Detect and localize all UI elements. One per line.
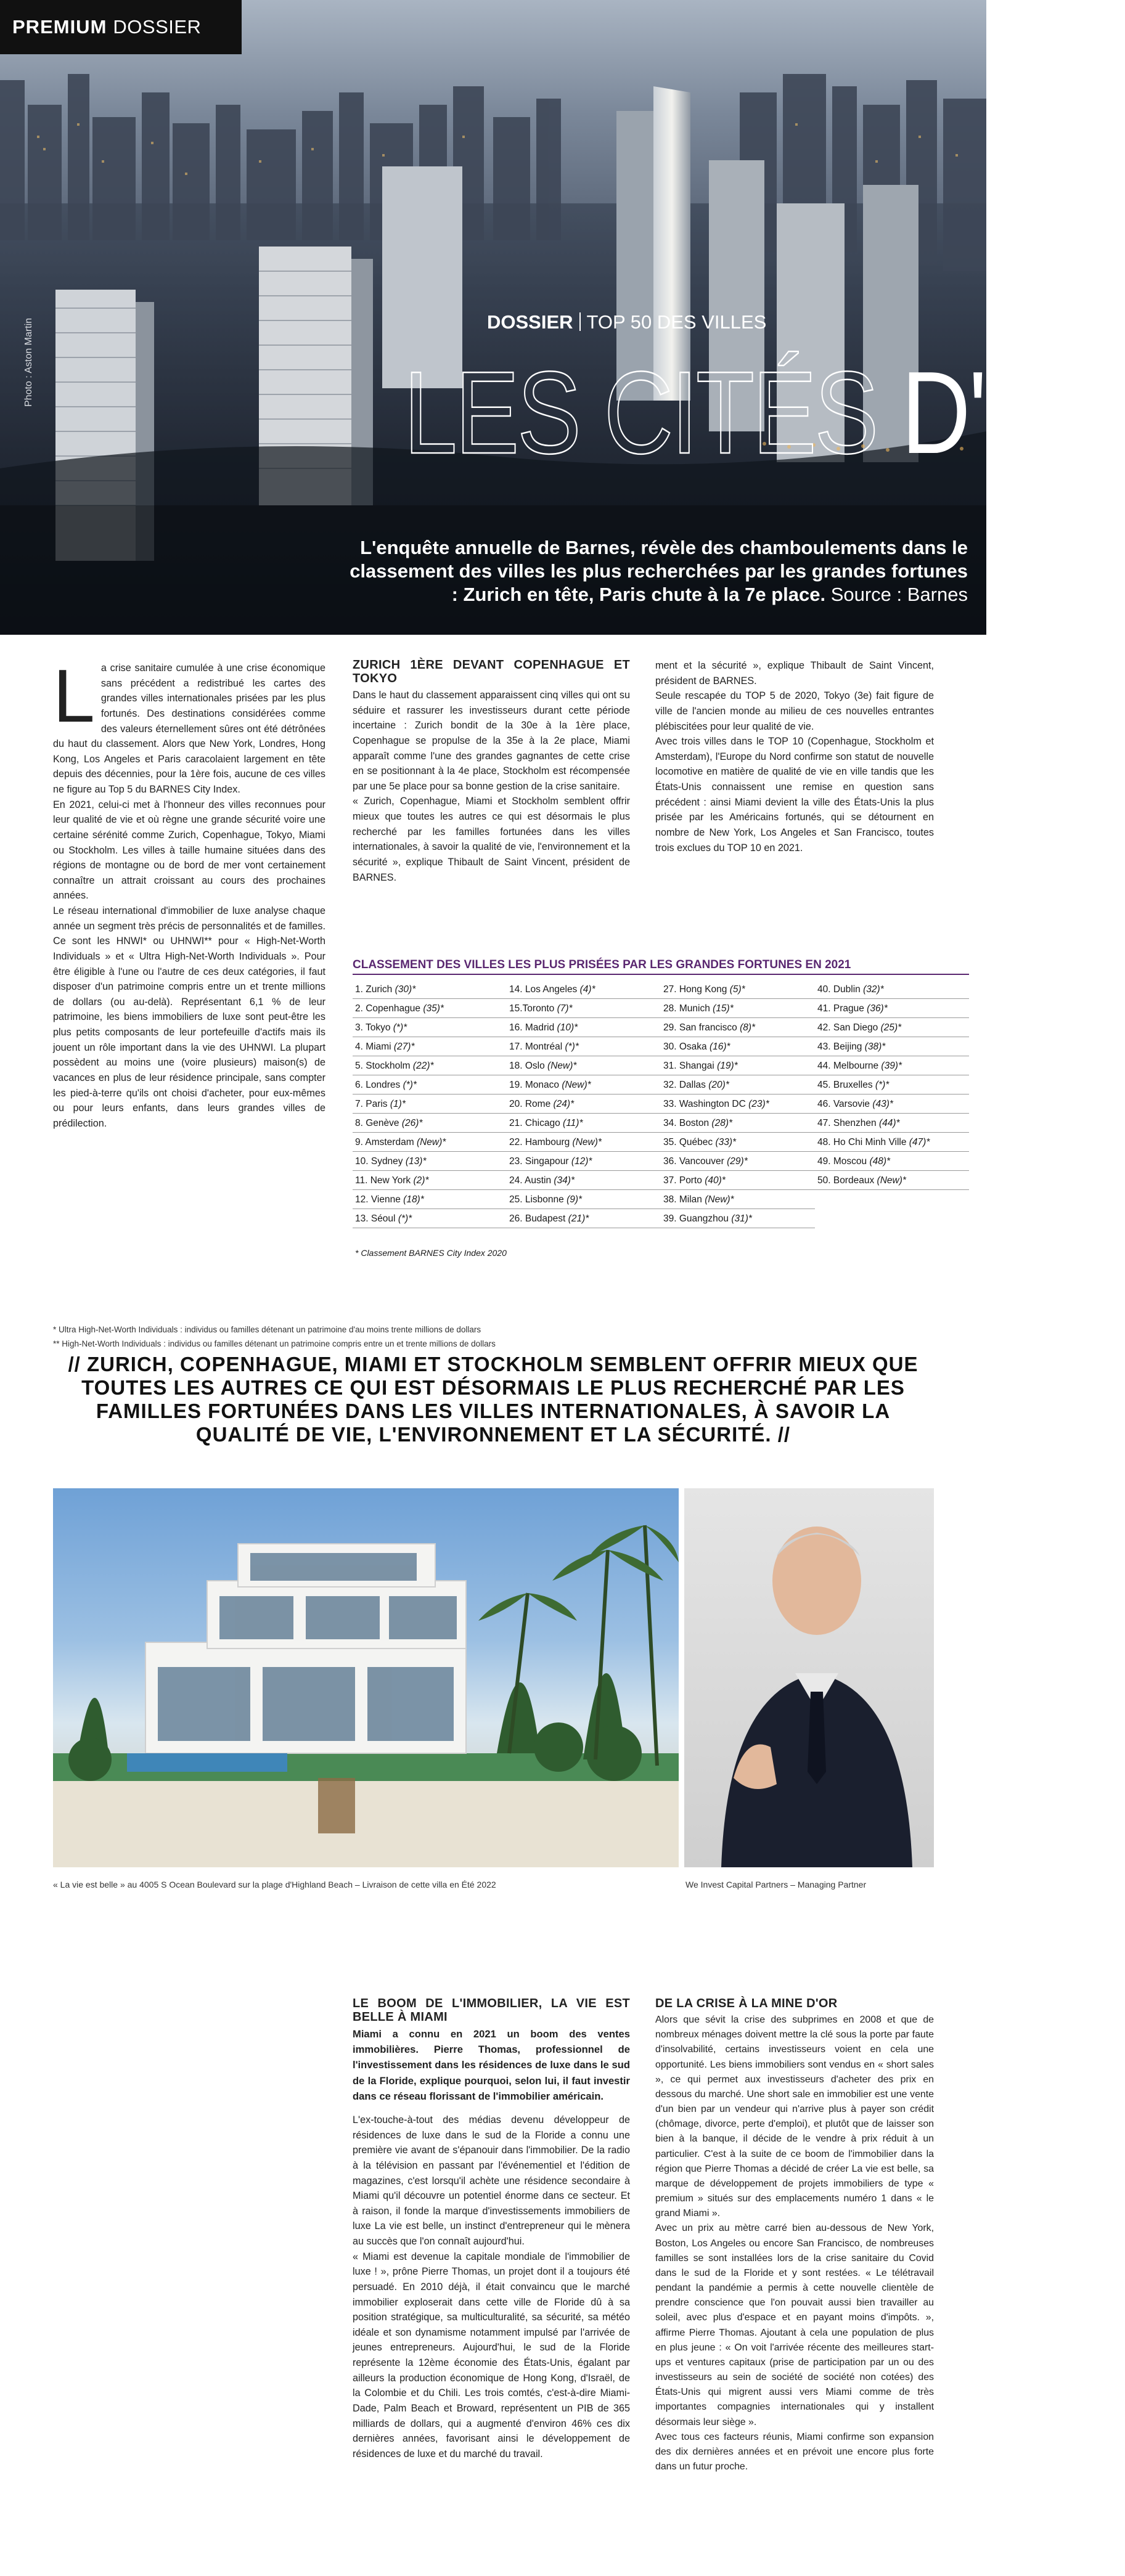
- city-name: 46. Varsovie: [817, 1099, 870, 1109]
- ranking-cell: [507, 1056, 661, 1075]
- previous-rank: (19)*: [717, 1061, 738, 1071]
- section-badge-bold: PREMIUM: [12, 16, 107, 38]
- previous-rank: (40)*: [705, 1175, 726, 1186]
- previous-rank: (47)*: [909, 1137, 930, 1147]
- zurich-heading: ZURICH 1ÈRE DEVANT COPENHAGUE ET TOKYO: [353, 658, 630, 685]
- footnote-uhnwi: * Ultra High-Net-Worth Individuals : individus ou familles détenant un patrimoine d'au moins trente millions de dollars: [53, 1325, 481, 1334]
- previous-rank: (38)*: [864, 1041, 886, 1052]
- ranking-cell: [815, 1018, 969, 1037]
- city-name: 16. Madrid: [509, 1022, 555, 1033]
- continuation-paragraph-1: ment et la sécurité », explique Thibault de Saint Vincent, président de BARNES.: [655, 660, 934, 687]
- previous-rank: (*)*: [398, 1213, 412, 1224]
- ranking-cell: [815, 999, 969, 1018]
- previous-rank: (24)*: [553, 1099, 575, 1109]
- portrait-caption: We Invest Capital Partners – Managing Partner: [685, 1880, 867, 1889]
- ranking-cell: [507, 1094, 661, 1114]
- previous-rank: (4)*: [579, 984, 595, 995]
- city-name: 8. Genève: [355, 1118, 399, 1128]
- previous-rank: (29)*: [727, 1156, 748, 1167]
- zurich-column: [353, 658, 630, 883]
- pull-quote: // ZURICH, COPENHAGUE, MIAMI ET STOCKHOLM SEMBLENT OFFRIR MIEUX QUE TOUTES LES AUTRES CE QUI EST DÉSORMAIS LE PLUS RECHERCHÉ PAR LES FAMILLES FORTUNÉES DANS LES VILLES INTERNATIONALES, À SAVOIR LA QUALITÉ DE VIE, L'ENVIRONNEMENT ET LA SÉCURITÉ. //: [68, 1353, 918, 1446]
- ranking-cell: [815, 1152, 969, 1171]
- city-name: 36. Vancouver: [663, 1156, 724, 1167]
- previous-rank: (New)*: [877, 1175, 906, 1186]
- previous-rank: (13)*: [405, 1156, 427, 1167]
- ranking-cell: [353, 1075, 507, 1094]
- section-badge: [0, 0, 242, 54]
- city-name: 43. Beijing: [817, 1041, 862, 1052]
- ranking-cell: [815, 1094, 969, 1114]
- city-name: 38. Milan: [663, 1194, 702, 1205]
- ranking-cell: [661, 980, 815, 999]
- previous-rank: (*)*: [875, 1080, 890, 1090]
- city-name: 34. Boston: [663, 1118, 710, 1128]
- city-name: 50. Bordeaux: [817, 1175, 875, 1186]
- title-solid: D'OR: [901, 348, 1125, 478]
- lede-source: Source : Barnes: [830, 583, 968, 605]
- ranking-cell: [661, 1075, 815, 1094]
- kicker-separator: [579, 312, 581, 331]
- villa-illustration: [53, 1488, 679, 1867]
- city-name: 49. Moscou: [817, 1156, 867, 1167]
- kicker-bold: DOSSIER: [487, 311, 573, 333]
- city-name: 18. Oslo: [509, 1061, 545, 1071]
- ranking-cell: [353, 1018, 507, 1037]
- ranking-cell: [815, 1171, 969, 1190]
- ranking-cell: [661, 1114, 815, 1133]
- boom-heading: LE BOOM DE L'IMMOBILIER, LA VIE EST BELLE À MIAMI: [353, 1997, 630, 2024]
- previous-rank: (10)*: [557, 1022, 578, 1033]
- previous-rank: (21)*: [568, 1213, 589, 1224]
- previous-rank: (28)*: [711, 1118, 733, 1128]
- city-name: 14. Los Angeles: [509, 984, 578, 995]
- previous-rank: (26)*: [401, 1118, 423, 1128]
- city-name: 15.Toronto: [509, 1003, 555, 1014]
- previous-rank: (27)*: [393, 1041, 415, 1052]
- ranking-cell: [353, 1152, 507, 1171]
- crise-paragraph-3: Avec tous ces facteurs réunis, Miami confirme son expansion des dix dernières années et en prévoit une encore plus forte dans un futur proche.: [655, 2431, 934, 2472]
- ranking-cell: [507, 1171, 661, 1190]
- previous-rank: (22)*: [412, 1061, 434, 1071]
- city-name: 10. Sydney: [355, 1156, 403, 1167]
- city-name: 9. Amsterdam: [355, 1137, 414, 1147]
- city-name: 12. Vienne: [355, 1194, 401, 1205]
- ranking-cell: [353, 1037, 507, 1056]
- previous-rank: (New)*: [705, 1194, 734, 1205]
- previous-rank: (39)*: [881, 1061, 902, 1071]
- previous-rank: (New)*: [572, 1137, 602, 1147]
- previous-rank: (31)*: [731, 1213, 752, 1224]
- previous-rank: (48)*: [869, 1156, 891, 1167]
- ranking-table: [353, 980, 969, 1228]
- previous-rank: (9)*: [567, 1194, 583, 1205]
- dossier-kicker: [487, 311, 766, 333]
- continuation-column: [655, 658, 934, 855]
- boom-paragraph-2: « Miami est devenue la capitale mondiale de l'immobilier de luxe ! », prône Pierre Thomas, un projet dont il a toujours été persuadé. En 2010 déjà, il était convaincu que le marché immobilier exploserait dans cette ville de Floride dû à sa position stratégique, sa multiculturalité, sa sécurité, sa météo idéale et son dynamisme notamment impulsé par l'arrivée de jeunes entrepreneurs. Aujourd'hui, le sud de la Floride représente la 12ème économie des États-Unis, égalant par ailleurs la production économique de Hong Kong, d'Israël, de la Colombie et du Chili. Les trois comtés, c'est-à-dire Miami-Dade, Palm Beach et Broward, représentent un PIB de 365 milliards de dollars, qui a augmenté d'environ 46% ces dix dernières années, favorisant ainsi le développement de résidences de luxe et du marché du travail.: [353, 2251, 630, 2460]
- section-badge-light: DOSSIER: [113, 16, 202, 38]
- city-name: 4. Miami: [355, 1041, 391, 1052]
- boom-column: [353, 1997, 630, 2461]
- ranking-cell: [661, 1171, 815, 1190]
- ranking-empty-cell: [815, 1190, 969, 1209]
- lede: [345, 536, 968, 606]
- city-name: 35. Québec: [663, 1137, 713, 1147]
- ranking-cell: [353, 1171, 507, 1190]
- boom-paragraph-1: L'ex-touche-à-tout des médias devenu développeur de résidences de luxe dans le sud de la Floride a connu une première vie avant de s'épanouir dans l'immobilier. De la radio à la télévision en passant par l'événementiel et l'édition de magazines, c'est lorsqu'il achète une résidence secondaire à Miami qu'il découvre un potentiel énorme dans ce secteur. Et à raison, il fonde la marque d'investissements immobiliers de luxe La vie est belle, un instinct d'entrepreneur qui le mènera au succès que l'on connaît aujourd'hui.: [353, 2114, 630, 2248]
- footnote-hnwi: ** High-Net-Worth Individuals : individus ou familles détenant un patrimoine compris entre un et trente millions de dollars: [53, 1339, 496, 1348]
- ranking-cell: [815, 1037, 969, 1056]
- city-name: 26. Budapest: [509, 1213, 566, 1224]
- continuation-paragraph-2: Seule rescapée du TOP 5 de 2020, Tokyo (3e) fait figure de ville de l'ancien monde au milieu de ces nouvelles entrantes plébiscitées pour leur qualité de vie.: [655, 690, 934, 732]
- city-name: 20. Rome: [509, 1099, 551, 1109]
- previous-rank: (35)*: [423, 1003, 444, 1014]
- intro-paragraph-2: En 2021, celui-ci met à l'honneur des villes reconnues pour leur qualité de vie et où règne une grande sécurité voire une certaine sérénité comme Zurich, Copenhague, Tokyo, Miami ou Stockholm. Les villes à taille humaine situées dans des régions de montagne ou de bord de mer vont certainement connaître un attrait croissant au cours des prochaines années.: [53, 799, 325, 902]
- ranking-cell: [661, 1190, 815, 1209]
- city-name: 33. Washington DC: [663, 1099, 746, 1109]
- previous-rank: (33)*: [715, 1137, 737, 1147]
- city-name: 48. Ho Chi Minh Ville: [817, 1137, 907, 1147]
- city-name: 3. Tokyo: [355, 1022, 391, 1033]
- ranking-cell: [353, 1190, 507, 1209]
- previous-rank: (32)*: [863, 984, 884, 995]
- city-name: 5. Stockholm: [355, 1061, 411, 1071]
- previous-rank: (1)*: [390, 1099, 406, 1109]
- zurich-paragraph-1: Dans le haut du classement apparaissent cinq villes qui ont su séduire et rassurer les investisseurs durant cette période incertaine : Zurich bondit de la 30e à la 1ère place, Copenhague se propulse de la 35e à la 2e place, Miami apparaît comme l'une des grandes gagnantes de cette crise en se positionnant à la 4e place, Stockholm est récompensée par une 5e place pour sa bonne gestion de la crise sanitaire.: [353, 690, 630, 792]
- previous-rank: (15)*: [713, 1003, 734, 1014]
- ranking-cell: [507, 1209, 661, 1228]
- ranking-cell: [353, 1094, 507, 1114]
- city-name: 29. San francisco: [663, 1022, 737, 1033]
- ranking-cell: [661, 1209, 815, 1228]
- ranking-cell: [353, 1133, 507, 1152]
- city-name: 45. Bruxelles: [817, 1080, 873, 1090]
- ranking-cell: [661, 999, 815, 1018]
- kicker-light: TOP 50 DES VILLES: [586, 311, 767, 333]
- ranking-cell: [507, 980, 661, 999]
- previous-rank: (20)*: [708, 1080, 729, 1090]
- city-name: 40. Dublin: [817, 984, 861, 995]
- hero-image: [0, 0, 1125, 635]
- previous-rank: (7)*: [557, 1003, 573, 1014]
- city-name: 17. Montréal: [509, 1041, 563, 1052]
- previous-rank: (18)*: [403, 1194, 424, 1205]
- ranking-cell: [507, 1190, 661, 1209]
- previous-rank: (30)*: [395, 984, 416, 995]
- title-outline: LES CITÉS: [404, 348, 902, 478]
- ranking-cell: [507, 999, 661, 1018]
- city-name: 27. Hong Kong: [663, 984, 727, 995]
- ranking-cell: [507, 1037, 661, 1056]
- previous-rank: (34)*: [554, 1175, 575, 1186]
- ranking-cell: [815, 1114, 969, 1133]
- city-name: 19. Monaco: [509, 1080, 559, 1090]
- portrait-illustration: [684, 1488, 934, 1867]
- ranking-cell: [661, 1152, 815, 1171]
- ranking-cell: [353, 1056, 507, 1075]
- crise-paragraph-1: Alors que sévit la crise des subprimes en 2008 et que de nombreux ménages doivent mettre la clé sous la porte par faute d'insolvabilité, certains investisseurs voient en cela une opportunité. Les biens immobiliers sont vendus en « short sales », ce qui permet aux investisseurs d'acheter des prix en dessous du marché. Une short sale en immobilier est une vente d'un bien par un vendeur qui n'arrive plus à payer son crédit (chômage, divorce, perte d'emploi), et plutôt que de laisser son bien à la banque, il décide de le vendre à prix réduit à un particulier. C'est à la suite de ce boom de l'immobilier dans la région que Pierre Thomas a décidé de créer La vie est belle, sa marque de développement de projets immobiliers de type « premium » situés sur des emplacements numéro 1 dans « le grand Miami ».: [655, 2015, 934, 2219]
- city-name: 2. Copenhague: [355, 1003, 421, 1014]
- ranking-cell: [815, 1133, 969, 1152]
- previous-rank: (New)*: [562, 1080, 591, 1090]
- intro-paragraph-1: La crise sanitaire cumulée à une crise économique sans précédent a redistribué les cartes des grandes villes internationales prisées par les plus fortunés. Des destinations considérées comme des valeurs éternellement sûres ont été détrônées du haut du classement. Alors que New York, Londres, Hong Kong, Los Angeles et Paris caracolaient largement en tête depuis des décennies, pour la 1ère fois, aucune de ces villes ne figure au Top 5 du BARNES City Index.: [53, 654, 325, 795]
- ranking-cell: [661, 1037, 815, 1056]
- previous-rank: (2)*: [413, 1175, 429, 1186]
- ranking-cell: [661, 1018, 815, 1037]
- crise-column: [655, 1997, 934, 2474]
- ranking-cell: [353, 1114, 507, 1133]
- city-name: 42. San Diego: [817, 1022, 878, 1033]
- previous-rank: (*)*: [403, 1080, 417, 1090]
- ranking-cell: [507, 1133, 661, 1152]
- ranking-note: * Classement BARNES City Index 2020: [355, 1248, 507, 1258]
- portrait-photo: [684, 1488, 934, 1867]
- previous-rank: (16)*: [709, 1041, 730, 1052]
- city-name: 25. Lisbonne: [509, 1194, 564, 1205]
- ranking-cell: [507, 1114, 661, 1133]
- city-name: 31. Shangai: [663, 1061, 714, 1071]
- city-name: 13. Séoul: [355, 1213, 396, 1224]
- ranking-rule: [353, 974, 969, 975]
- zurich-paragraph-2: « Zurich, Copenhague, Miami et Stockholm semblent offrir mieux que toutes les autres ce qui est désormais le plus recherché par les familles fortunées dans les villes internationales, à savoir la qualité de vie, l'environnement et la sécurité », explique Thibault de Saint Vincent, président de BARNES.: [353, 796, 630, 883]
- ranking-cell: [661, 1133, 815, 1152]
- city-name: 44. Melbourne: [817, 1061, 879, 1071]
- previous-rank: (*)*: [565, 1041, 579, 1052]
- ranking-cell: [353, 1209, 507, 1228]
- ranking-title: CLASSEMENT DES VILLES LES PLUS PRISÉES PAR LES GRANDES FORTUNES EN 2021: [353, 958, 851, 971]
- city-name: 37. Porto: [663, 1175, 702, 1186]
- boom-lead: Miami a connu en 2021 un boom des ventes immobilières. Pierre Thomas, professionnel de l'investissement dans les résidences de luxe dans le sud de la Floride, explique pourquoi, selon lui, il faut investir dans ce réseau florissant de l'immobilier américain.: [353, 2028, 630, 2102]
- ranking-cell: [353, 980, 507, 999]
- previous-rank: (43)*: [872, 1099, 893, 1109]
- city-name: 1. Zurich: [355, 984, 393, 995]
- ranking-cell: [815, 1075, 969, 1094]
- photo-credit: Photo : Aston Martin: [23, 317, 34, 407]
- city-name: 23. Singapour: [509, 1156, 569, 1167]
- ranking-cell: [507, 1075, 661, 1094]
- ranking-cell: [815, 1056, 969, 1075]
- city-name: 39. Guangzhou: [663, 1213, 729, 1224]
- previous-rank: (44)*: [878, 1118, 900, 1128]
- previous-rank: (25)*: [880, 1022, 902, 1033]
- ranking-cell: [507, 1152, 661, 1171]
- ranking-cell: [507, 1018, 661, 1037]
- intro-paragraph-3: Le réseau international d'immobilier de luxe analyse chaque année un segment très précis de personnalités et de familles. Ce sont les HNWI* ou UHNWI** pour « High-Net-Worth Individuals » et « Ultra High-Net-Worth Individuals ». Pour être éligible à l'une ou l'autre de ces deux catégories, il faut disposer d'un patrimoine compris entre un et trente millions de dollars (ou au-delà). Représentant 6,1 % de leur patrimoine, les biens immobiliers de luxe sont peut-être les plus petits composants de leur portefeuille d'actifs mais ils jouent un rôle important dans la vie des UHNWI. La plupart possèdent au moins une (voire plusieurs) maison(s) de vacances en plus de leur résidence principale, sans compter les pied-à-terre qu'ils ont choisi d'acheter, pour eux-mêmes ou pour leurs enfants, dans leurs grandes villes de prédilection.: [53, 905, 325, 1129]
- city-name: 47. Shenzhen: [817, 1118, 877, 1128]
- city-name: 21. Chicago: [509, 1118, 560, 1128]
- city-name: 11. New York: [355, 1175, 411, 1186]
- previous-rank: (23)*: [748, 1099, 769, 1109]
- city-name: 6. Londres: [355, 1080, 401, 1090]
- city-name: 32. Dallas: [663, 1080, 706, 1090]
- crise-paragraph-2: Avec un prix au mètre carré bien au-dessous de New York, Boston, Los Angeles ou encore San Francisco, de nombreuses familles se sont installées lors de la crise sanitaire du Covid dans le sud de la Floride et y sont restées. « Le télétravail pendant la pandémie a permis à cette nouvelle clientèle de prendre conscience que l'on pouvait aussi bien travailler au soleil, avec plus d'espace et en payant moins d'impôts. », affirme Pierre Thomas. Ajoutant à cela une population de plus en plus jeune : « On voit l'arrivée récente des meilleures start-ups et ventures capitaux (prise de participation par un ou des investisseurs au sein de société de société non cotées) des États-Unis qui migrent aussi vers Miami comme de très importantes compagnies internationales qui y installent désormais leur siège ».: [655, 2223, 934, 2427]
- crise-heading: DE LA CRISE À LA MINE D'OR: [655, 1997, 838, 2010]
- previous-rank: (12)*: [571, 1156, 592, 1167]
- city-name: 28. Munich: [663, 1003, 710, 1014]
- page-title: [404, 348, 1125, 478]
- previous-rank: (5)*: [729, 984, 745, 995]
- city-name: 24. Austin: [509, 1175, 552, 1186]
- ranking-cell: [353, 999, 507, 1018]
- previous-rank: (8)*: [740, 1022, 756, 1033]
- previous-rank: (New)*: [547, 1061, 577, 1071]
- villa-caption: « La vie est belle » au 4005 S Ocean Boulevard sur la plage d'Highland Beach – Livraison de cette villa en Été 2022: [53, 1880, 496, 1889]
- intro-column: [53, 654, 325, 1131]
- villa-photo: [53, 1488, 679, 1867]
- previous-rank: (*)*: [393, 1022, 407, 1033]
- ranking-cell: [815, 980, 969, 999]
- previous-rank: (11)*: [563, 1118, 583, 1128]
- drop-cap: L: [53, 654, 95, 738]
- continuation-paragraph-3: Avec trois villes dans le TOP 10 (Copenhague, Stockholm et Amsterdam), l'Europe du Nord confirme son statut de nouvelle locomotive en matière de qualité de vie en ville tandis que les États-Unis connaissent une remise en question sans précédent : ainsi Miami devient la ville des États-Unis la plus prisée par les Américains fortunés, qui se détournent en nombre de New York, Los Angeles et San Francisco, toutes trois exclues du TOP 10 en 2021.: [655, 736, 934, 854]
- ranking-cell: [661, 1094, 815, 1114]
- city-name: 30. Osaka: [663, 1041, 707, 1052]
- ranking-cell: [661, 1056, 815, 1075]
- lede-text: L'enquête annuelle de Barnes, révèle des chamboulements dans le classement des villes les plus recherchées par les grandes fortunes : Zurich en tête, Paris chute à la 7e place.: [350, 537, 968, 605]
- city-name: 22. Hambourg: [509, 1137, 570, 1147]
- city-name: 41. Prague: [817, 1003, 864, 1014]
- city-name: 7. Paris: [355, 1099, 388, 1109]
- previous-rank: (New)*: [416, 1137, 446, 1147]
- ranking-empty-cell: [815, 1209, 969, 1228]
- previous-rank: (36)*: [867, 1003, 888, 1014]
